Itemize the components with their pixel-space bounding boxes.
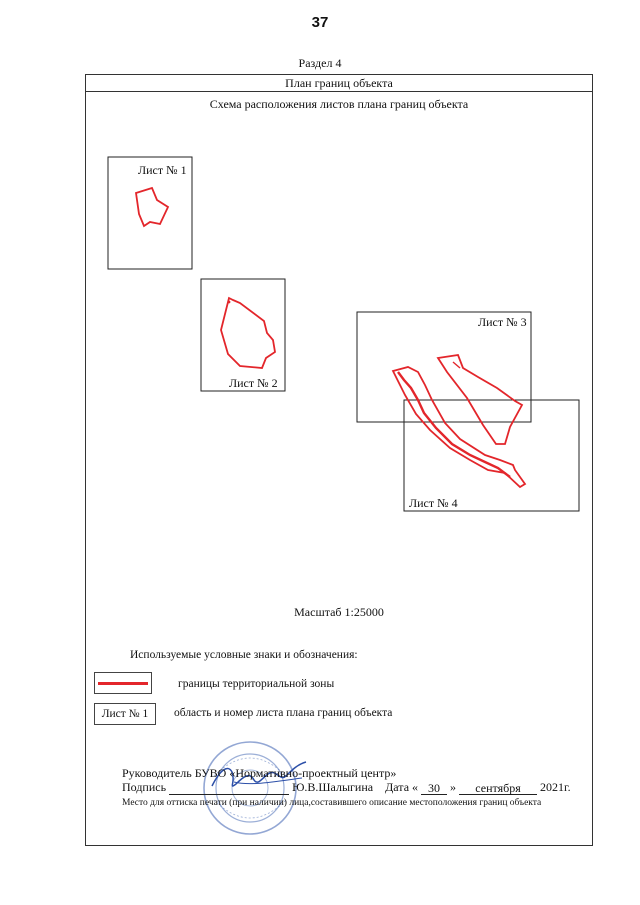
boundary-area-3-inner bbox=[398, 372, 510, 477]
legend-symbol-sheet: Лист № 1 bbox=[94, 703, 156, 725]
signature-line-2 bbox=[122, 780, 571, 795]
boundary-area-3 bbox=[393, 367, 525, 487]
podpis-label: Подпись bbox=[122, 780, 167, 794]
date-month: сентября bbox=[459, 781, 537, 795]
sheet-3-label: Лист № 3 bbox=[478, 315, 527, 329]
sheet-4-box bbox=[404, 400, 579, 511]
date-day: 30 bbox=[421, 781, 447, 795]
legend-symbol-boundary-line bbox=[98, 682, 148, 685]
legend-text-sheet: область и номер листа плана границ объекта bbox=[174, 707, 393, 719]
date-label: Дата « bbox=[385, 780, 419, 794]
map-scale: Масштаб 1:25000 bbox=[294, 605, 384, 619]
legend-title: Используемые условные знаки и обозначения: bbox=[130, 649, 358, 661]
boundary-tick bbox=[453, 362, 460, 368]
frame-title: План границ объекта bbox=[85, 74, 593, 92]
page-number: 37 bbox=[311, 14, 329, 31]
legend-text-boundary: границы территориальной зоны bbox=[178, 678, 335, 690]
signature-blank bbox=[169, 781, 289, 795]
sheet-2-box bbox=[201, 279, 285, 391]
date-quote-close: » bbox=[450, 780, 457, 794]
boundary-area-2 bbox=[221, 298, 275, 368]
sheet-4-label: Лист № 4 bbox=[409, 496, 458, 510]
sheet-1-label: Лист № 1 bbox=[138, 163, 187, 177]
sheet-2-label: Лист № 2 bbox=[229, 376, 278, 390]
signer-name: Ю.В.Шалыгина bbox=[292, 780, 374, 794]
signature-line-1: Руководитель БУВО «Нормативно-проектный центр» bbox=[122, 766, 397, 780]
boundary-point bbox=[228, 301, 231, 304]
frame-subtitle: Схема расположения листов плана границ объекта bbox=[209, 97, 469, 111]
boundary-area-1 bbox=[136, 188, 168, 226]
date-year: 2021г. bbox=[540, 780, 571, 794]
section-title: Раздел 4 bbox=[298, 56, 342, 70]
stamp-note: Место для оттиска печати (при наличии) лица,составившего описание местоположения границ объекта bbox=[122, 798, 542, 808]
